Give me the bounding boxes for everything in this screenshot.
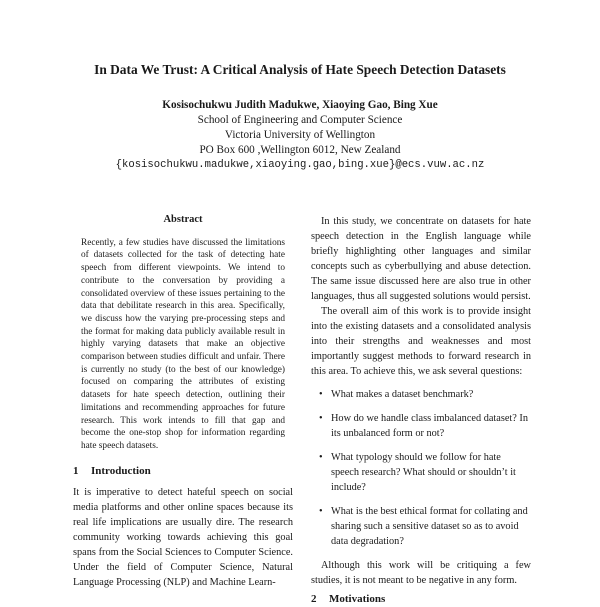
question-text: What is the best ethical format for collating and sharing such a sensitive dataset so as to avoid data degradation? xyxy=(331,506,528,547)
bullet-icon: • xyxy=(319,452,323,463)
bullet-icon: • xyxy=(319,389,323,400)
abstract-heading: Abstract xyxy=(163,214,203,225)
right-paragraph-3: Although this work will be critiquing a few studies, it is not meant to be negative in any form. xyxy=(311,560,531,586)
bullet-icon: • xyxy=(319,506,323,517)
university: Victoria University of Wellington xyxy=(224,129,376,141)
address: PO Box 600 ,Wellington 6012, New Zealand xyxy=(199,144,401,156)
author-names: Kosisochukwu Judith Madukwe, Xiaoying Gao, Bing Xue xyxy=(162,99,438,111)
author-block xyxy=(0,98,600,173)
author-emails: {kosisochukwu.madukwe,xiaoying.gao,bing.xue}@ecs.vuw.ac.nz xyxy=(115,159,485,171)
affiliation: School of Engineering and Computer Science xyxy=(197,114,403,126)
question-item xyxy=(311,387,531,402)
section-1-heading xyxy=(73,465,293,478)
question-item xyxy=(311,411,531,441)
section-1-number: 1 xyxy=(73,464,79,477)
question-text: What typology should we follow for hate speech research? What should or shouldn’t it include? xyxy=(331,452,516,493)
question-text: How do we handle class imbalanced dataset? In its unbalanced form or not? xyxy=(331,413,528,439)
question-text: What makes a dataset benchmark? xyxy=(331,389,474,400)
question-item xyxy=(311,504,531,549)
bullet-icon: • xyxy=(319,413,323,424)
question-item xyxy=(311,450,531,495)
section-2-number: 2 xyxy=(311,593,317,605)
right-column xyxy=(311,214,531,605)
abstract-text: Recently, a few studies have discussed the limitations of datasets collected for the task of detecting hate speech from different viewpoints. We intend to contribute to the conversation by providing a consolidated overview of these issues pertaining to the data that debilitate research in this area. Specifically, we discuss how the varying pre-processing steps and the format for making data publicly available result in highly varying datasets that make an objective comparison between studies difficult and unfair. There is currently no study (to the best of our knowledge) focused on comparing the attributes of existing datasets for hate speech detection, outlining their limitations and recommending approaches for future research. This work intends to fill that gap and become the one-stop shop for information regarding hate speech datasets. xyxy=(81,237,285,451)
right-paragraph-2: The overall aim of this work is to provide insight into the existing datasets and a consolidated analysis into their strengths and weaknesses and most importantly suggest methods to forward research in this area. To achieve this, we ask several questions: xyxy=(311,306,531,377)
section-1-title: Introduction xyxy=(91,464,151,477)
right-paragraph-1: In this study, we concentrate on datasets for hate speech detection in the English language while briefly highlighting other languages and similar concepts such as cyberbullying and abuse detection. The same issue discussed here are also true in other languages, thus all suggested solutions would persist. xyxy=(311,216,531,302)
paper-title: In Data We Trust: A Critical Analysis of Hate Speech Detection Datasets xyxy=(94,62,506,77)
introduction-text: It is imperative to detect hateful speech on social media platforms and other online spaces because its real life implications are usually dire. The research community working towards achieving this goal spans from the Social Sciences to Computer Science. Under the field of Computer Science, Natural Language Processing (NLP) and Machine Learn- xyxy=(73,487,293,589)
section-2-title: Motivations xyxy=(329,593,386,605)
question-list xyxy=(311,387,531,549)
left-column xyxy=(73,214,293,590)
